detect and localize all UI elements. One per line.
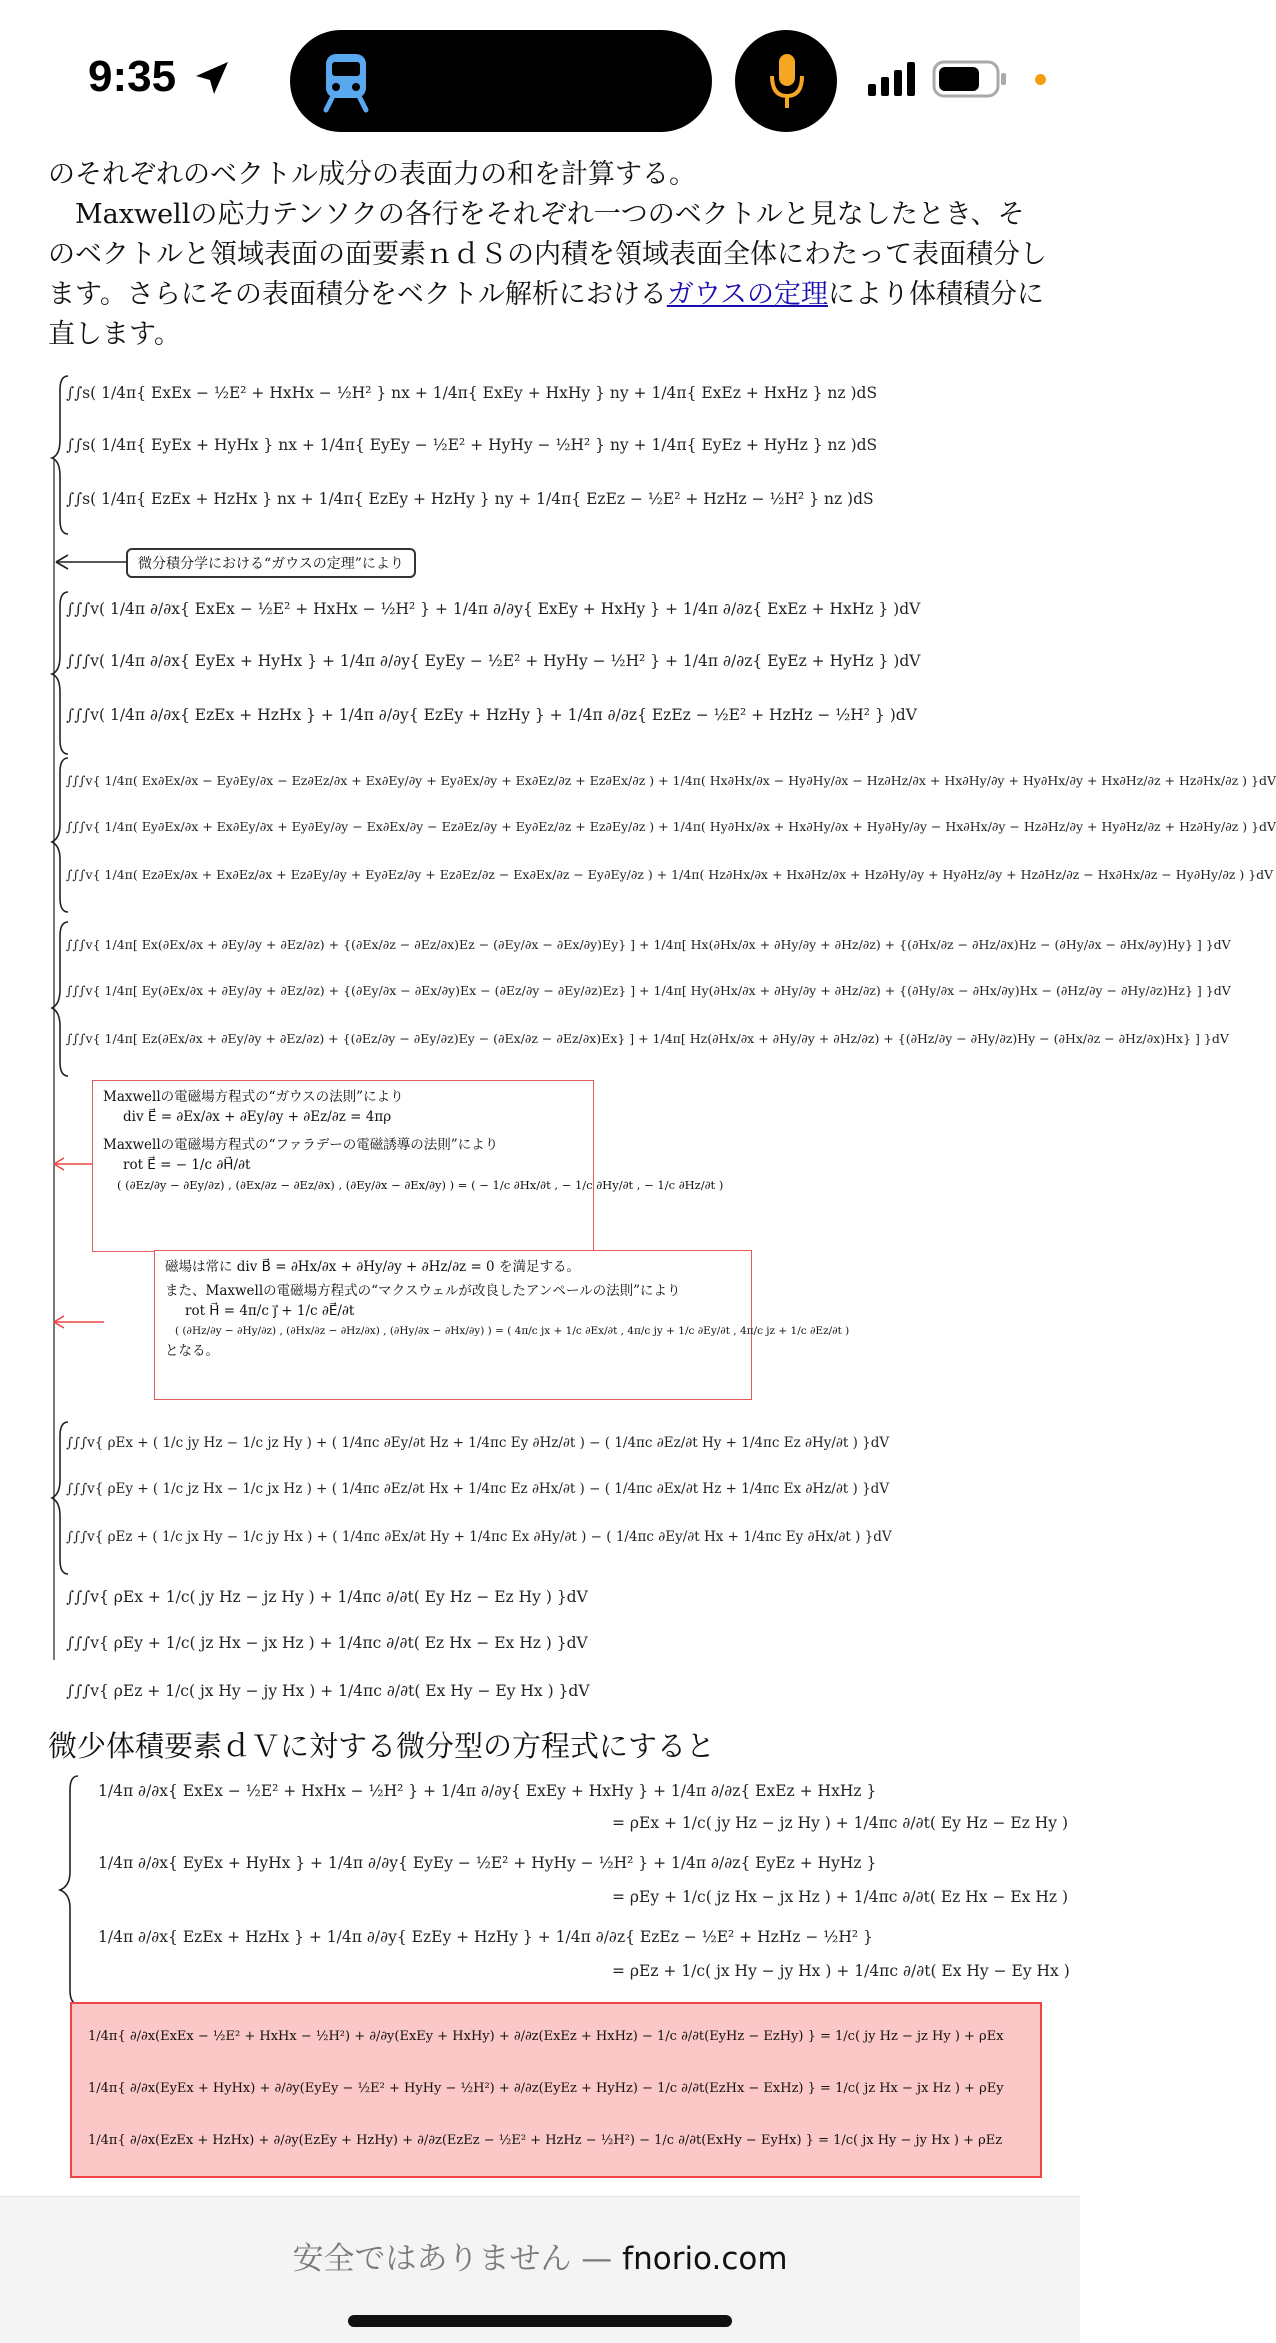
microphone-icon [767,52,807,110]
volume-integral-row-z: ∫∫∫v( 1/4π ∂/∂x{ EzEx + HzHx } + 1/4π ∂/∂y{ EzEy + HzHy } + 1/4π ∂/∂z{ EzEz − ½E² + HzHz − ½H² } )dV [66,706,917,724]
substituted-row-z: ∫∫∫v{ ρEz + ( 1/c jx Hy − 1/c jy Hx ) + ( 1/4πc ∂Ex/∂t Hy + 1/4πc Ex ∂Hy/∂t ) − ( 1/4πc ∂Ey/∂t Hx + 1/4πc Ey ∂Hx/∂t ) }dV [66,1529,892,1545]
battery-icon [932,60,1008,98]
paragraph-2 [48,195,1048,355]
volume-integral-row-x: ∫∫∫v( 1/4π ∂/∂x{ ExEx − ½E² + HxHx − ½H² } + 1/4π ∂/∂y{ ExEy + HxHy } + 1/4π ∂/∂z{ ExEz + HxHz } )dV [66,600,921,618]
box2-line-4: ( (∂Hz/∂y − ∂Hy/∂z) , (∂Hx/∂z − ∂Hz/∂x) , (∂Hy/∂x − ∂Hx/∂y) ) = ( 4π/c jx + 1/c ∂Ex/∂t , 4π/c jy + 1/c ∂Ey/∂t , 4π/c jz + 1/c ∂Ez/∂t ) [175,1325,850,1337]
differential-form-heading: 微少体積要素ｄＶに対する微分型の方程式にすると [48,1729,716,1763]
gauss-theorem-note: 微分積分学における“ガウスの定理”により [126,548,416,578]
box2-line-2: また、Maxwellの電磁場方程式の“マクスウェルが改良したアンペールの法則”により [165,1283,681,1299]
location-arrow-icon [192,58,232,98]
privacy-indicator-dot [1035,74,1046,85]
box1-line-2: div E⃗ = ∂Ex/∂x + ∂Ey/∂y + ∂Ez/∂z = 4πρ [123,1109,392,1125]
expanded-row-z: ∫∫∫v{ 1/4π( Ez∂Ex/∂x + Ex∂Ez/∂x + Ez∂Ey/∂y + Ey∂Ez/∂y + Ez∂Ez/∂z − Ex∂Ex/∂z − Ey∂Ey/∂z ) + 1/4π( Hz∂Hx/∂x + Hx∂Hz/∂x + Hz∂Hy/∂y + Hy∂Hz/∂y + Hz∂Hz/∂z − Hx∂Hx/∂z − Hy∂Hy/∂z ) }dV [66,867,1274,882]
maxwell-gauss-faraday-box [92,1080,724,1252]
substituted-row-x: ∫∫∫v{ ρEx + ( 1/c jy Hz − 1/c jz Hy ) + ( 1/4πc ∂Ey/∂t Hz + 1/4πc Ey ∂Hz/∂t ) − ( 1/4πc ∂Ez/∂t Hy + 1/4πc Ez ∂Hy/∂t ) }dV [66,1435,890,1451]
highlighted-equations [70,2002,1042,2178]
highlight-row-y: 1/4π{ ∂/∂x(EyEx + HyHx) + ∂/∂y(EyEy − ½E² + HyHy − ½H²) + ∂/∂z(EyEz + HyHz) − 1/c ∂/∂t(EzHx − ExHz) } = 1/c( jz Hx − jx Hz ) + ρEy [88,2081,1004,2096]
home-indicator[interactable] [348,2315,732,2327]
box1-line-3: Maxwellの電磁場方程式の“ファラデーの電磁誘導の法則”により [103,1137,499,1153]
paragraph-1: のそれぞれのベクトル成分の表面力の和を計算する。 [48,159,696,190]
volume-integral-row-y: ∫∫∫v( 1/4π ∂/∂x{ EyEx + HyHx } + 1/4π ∂/∂y{ EyEy − ½E² + HyHy − ½H² } + 1/4π ∂/∂z{ EyEz + HyHz } )dV [66,652,921,670]
arrow-left-icon [52,550,132,574]
final-integral-row-y: ∫∫∫v{ ρEy + 1/c( jz Hx − jx Hz ) + 1/4πc ∂/∂t( Ez Hx − Ex Hz ) }dV [66,1634,588,1652]
box1-line-5: ( (∂Ez/∂y − ∂Ey/∂z) , (∂Ex/∂z − ∂Ez/∂x) , (∂Ey/∂x − ∂Ex/∂y) ) = ( − 1/c ∂Hx/∂t , − 1/c ∂Hy/∂t , − 1/c ∂Hz/∂t ) [117,1178,724,1192]
grouped-row-y: ∫∫∫v{ 1/4π[ Ey(∂Ex/∂x + ∂Ey/∂y + ∂Ez/∂z) + {(∂Ey/∂x − ∂Ex/∂y)Ex − (∂Ez/∂y − ∂Ey/∂z)Ez} ] + 1/4π[ Hy(∂Hx/∂x + ∂Hy/∂y + ∂Hz/∂z) + {(∂Hy/∂x − ∂Hx/∂y)Hx − (∂Hz/∂y − ∂Hy/∂z)Hz} ] }dV [66,983,1231,998]
article-body [48,155,1048,355]
diff-row-z-rhs: = ρEz + 1/c( jx Hy − jy Hx ) + 1/4πc ∂/∂t( Ex Hy − Ey Hx ) [612,1962,1070,1980]
site-domain: fnorio.com [622,2241,788,2277]
url-display[interactable] [0,2233,1080,2278]
box1-line-1: Maxwellの電磁場方程式の“ガウスの法則”により [103,1089,404,1105]
insecure-warning: 安全ではありません — [292,2241,613,2277]
grouped-row-z: ∫∫∫v{ 1/4π[ Ez(∂Ex/∂x + ∂Ey/∂y + ∂Ez/∂z) + {(∂Ez/∂y − ∂Ey/∂z)Ey − (∂Ex/∂z − ∂Ez/∂x)Ex} ] + 1/4π[ Hz(∂Hx/∂x + ∂Hy/∂y + ∂Hz/∂z) + {(∂Hz/∂y − ∂Hy/∂z)Hy − (∂Hx/∂z − ∂Hz/∂x)Hx} ] }dV [66,1031,1229,1046]
paragraph-2-tail: により体積積分に直します。 [48,279,1045,350]
final-integral-row-x: ∫∫∫v{ ρEx + 1/c( jy Hz − jz Hy ) + 1/4πc ∂/∂t( Ey Hz − Ez Hy ) }dV [66,1588,588,1606]
surface-integral-row-x: ∫∫s( 1/4π{ ExEx − ½E² + HxHx − ½H² } nx + 1/4π{ ExEy + HxHy } ny + 1/4π{ ExEz + HxHz } nz )dS [66,384,878,402]
final-integral-row-z: ∫∫∫v{ ρEz + 1/c( jx Hy − jy Hx ) + 1/4πc ∂/∂t( Ex Hy − Ey Hx ) }dV [66,1682,590,1700]
diff-row-y-rhs: = ρEy + 1/c( jz Hx − jx Hz ) + 1/4πc ∂/∂t( Ez Hx − Ex Hz ) [612,1888,1068,1906]
highlight-row-z: 1/4π{ ∂/∂x(EzEx + HzHx) + ∂/∂y(EzEy + HzHy) + ∂/∂z(EzEz − ½E² + HzHz − ½H²) − 1/c ∂/∂t(ExHy − EyHx) } = 1/c( jx Hy − jy Hx ) + ρEz [88,2133,1003,2148]
diff-row-y-lhs: 1/4π ∂/∂x{ EyEx + HyHx } + 1/4π ∂/∂y{ EyEy − ½E² + HyHy − ½H² } + 1/4π ∂/∂z{ EyEz + HyHz } [98,1854,877,1872]
differential-brace [52,1772,82,2008]
cellular-signal-icon [868,62,916,96]
box2-line-1: 磁場は常に div B⃗ = ∂Hx/∂x + ∂Hy/∂y + ∂Hz/∂z = 0 を満足する。 [165,1259,580,1275]
diff-row-x-rhs: = ρEx + 1/c( jy Hz − jz Hy ) + 1/4πc ∂/∂t( Ey Hz − Ez Hy ) [612,1814,1069,1832]
diff-row-x-lhs: 1/4π ∂/∂x{ ExEx − ½E² + HxHx − ½H² } + 1/4π ∂/∂y{ ExEy + HxHy } + 1/4π ∂/∂z{ ExEz + HxHz } [98,1782,877,1800]
box1-line-4: rot E⃗ = − 1/c ∂H⃗/∂t [123,1157,251,1173]
highlight-row-x: 1/4π{ ∂/∂x(ExEx − ½E² + HxHx − ½H²) + ∂/∂y(ExEy + HxHy) + ∂/∂z(ExEz + HxHz) − 1/c ∂/∂t(EyHz − EzHy) } = 1/c( jy Hz − jz Hy ) + ρEx [88,2029,1004,2044]
expanded-row-x: ∫∫∫v{ 1/4π( Ex∂Ex/∂x − Ey∂Ey/∂x − Ez∂Ez/∂x + Ex∂Ey/∂y + Ey∂Ex/∂y + Ex∂Ez/∂z + Ez∂Ex/∂z ) + 1/4π( Hx∂Hx/∂x − Hy∂Hy/∂x − Hz∂Hz/∂x + Hx∂Hy/∂y + Hy∂Hx/∂y + Hx∂Hz/∂z + Hz∂Hx/∂z ) }dV [66,773,1276,788]
train-icon[interactable] [316,50,376,112]
substituted-row-y: ∫∫∫v{ ρEy + ( 1/c jz Hx − 1/c jx Hz ) + ( 1/4πc ∂Ez/∂t Hx + 1/4πc Ez ∂Hx/∂t ) − ( 1/4πc ∂Ex/∂t Hz + 1/4πc Ex ∂Hz/∂t ) }dV [66,1481,890,1497]
grouped-row-x: ∫∫∫v{ 1/4π[ Ex(∂Ex/∂x + ∂Ey/∂y + ∂Ez/∂z) + {(∂Ex/∂z − ∂Ez/∂x)Ez − (∂Ey/∂x − ∂Ex/∂y)Ey} ] + 1/4π[ Hx(∂Hx/∂x + ∂Hy/∂y + ∂Hz/∂z) + {(∂Hx/∂z − ∂Hz/∂x)Hz − (∂Hy/∂x − ∂Hx/∂y)Hy} ] }dV [66,937,1231,952]
surface-integral-row-y: ∫∫s( 1/4π{ EyEx + HyHx } nx + 1/4π{ EyEy − ½E² + HyHy − ½H² } ny + 1/4π{ EyEz + HyHz } nz )dS [66,436,878,454]
paragraph-2-text: Maxwellの応力テンソクの各行をそれぞれ一つのベクトルと見なしたとき、そのベクトルと領域表面の面要素ｎｄＳの内積を領域表面全体にわたって表面積分します。さらにその表面積分をベクトル解析における [48,199,1047,310]
status-time: 9:35 [88,52,177,101]
surface-integral-row-z: ∫∫s( 1/4π{ EzEx + HzHx } nx + 1/4π{ EzEy + HzHy } ny + 1/4π{ EzEz − ½E² + HzHz − ½H² } nz )dS [66,490,874,508]
gauss-theorem-link[interactable]: ガウスの定理 [666,279,829,310]
status-bar [0,0,1080,150]
box2-line-5: となる。 [165,1343,219,1359]
maxwell-ampere-box [154,1250,850,1400]
diff-row-z-lhs: 1/4π ∂/∂x{ EzEx + HzHx } + 1/4π ∂/∂y{ EzEy + HzHy } + 1/4π ∂/∂z{ EzEz − ½E² + HzHz − ½H² } [98,1928,873,1946]
browser-address-bar[interactable] [0,2196,1080,2343]
box2-line-3: rot H⃗ = 4π/c j⃗ + 1/c ∂E⃗/∂t [185,1303,355,1319]
expanded-row-y: ∫∫∫v{ 1/4π( Ey∂Ex/∂x + Ex∂Ey/∂x + Ey∂Ey/∂y − Ex∂Ex/∂y − Ez∂Ez/∂y + Ey∂Ez/∂z + Ez∂Ey/∂z ) + 1/4π( Hy∂Hx/∂x + Hx∂Hy/∂x + Hy∂Hy/∂y − Hx∂Hx/∂y − Hz∂Hz/∂y + Hy∂Hz/∂z + Hz∂Hy/∂z ) }dV [66,819,1276,834]
